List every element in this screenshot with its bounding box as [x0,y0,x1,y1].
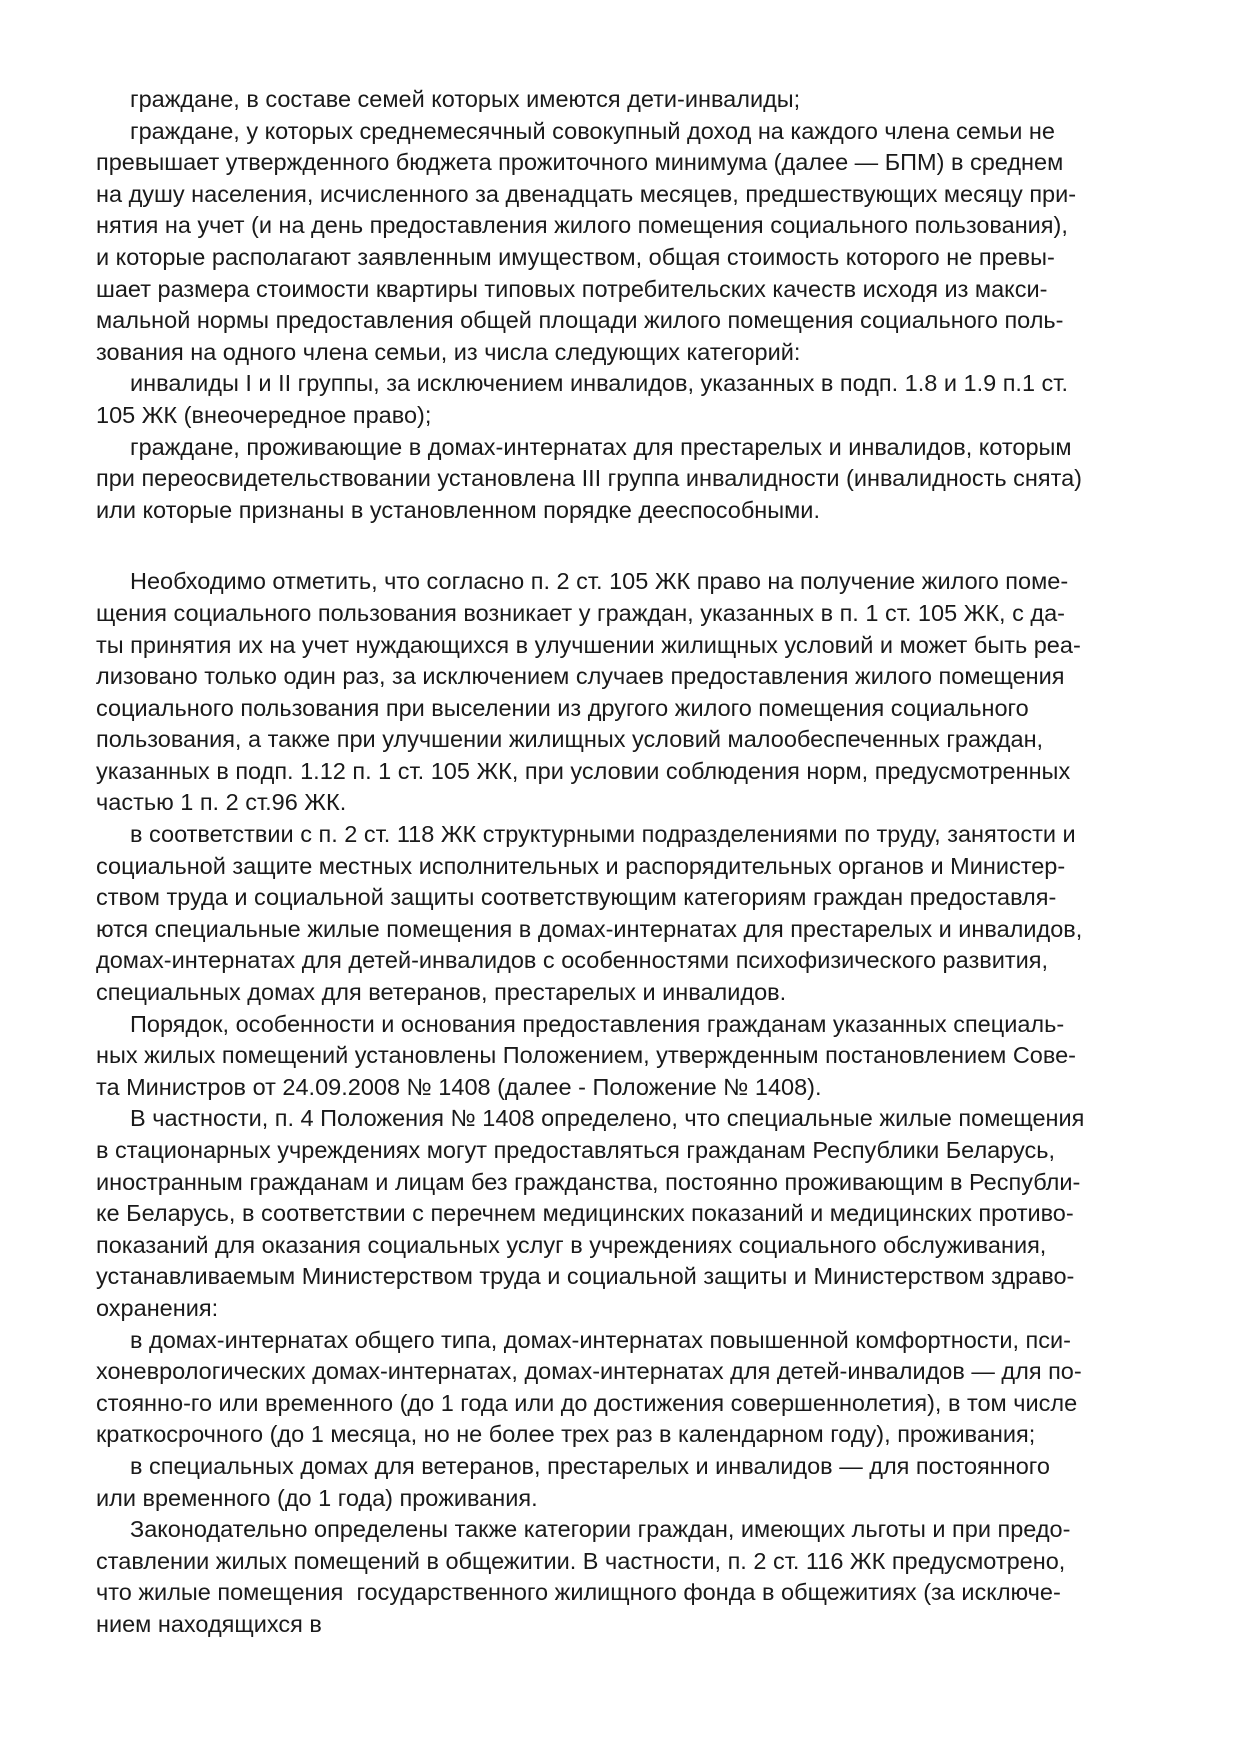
text-line: или временного (до 1 года) проживания. [96,1484,538,1511]
text-line: указанных в подп. 1.12 п. 1 ст. 105 ЖК, при условии соблюдения норм, предусмотренных [96,757,1071,784]
text-line: в специальных домах для ветеранов, престарелых и инвалидов — для постоянного [130,1452,1050,1479]
text-line: специальных домах для ветеранов, престарелых и инвалидов. [96,979,787,1006]
text-line: Необходимо отметить, что согласно п. 2 ст. 105 ЖК право на получение жилого поме- [130,568,1069,595]
text-line: инвалиды I и II группы, за исключением инвалидов, указанных в подп. 1.8 и 1.9 п.1 ст. [130,370,1068,397]
text-line: нием находящихся в [96,1610,322,1637]
text-line: социального пользования при выселении из другого жилого помещения социального [96,694,1029,721]
text-line: на душу населения, исчисленного за двенадцать месяцев, предшествующих месяцу при- [96,180,1077,207]
text-line: лизовано только один раз, за исключением случаев предоставления жилого помещения [96,663,1065,690]
text-line: граждане, проживающие в домах-интернатах для престарелых и инвалидов, которым [130,433,1072,460]
text-line: краткосрочного (до 1 месяца, но не более трех раз в календарном году), проживания; [96,1421,1036,1448]
text-line: превышает утвержденного бюджета прожиточного минимума (далее — БПМ) в среднем [96,149,1064,176]
text-line: зования на одного члена семьи, из числа следующих категорий: [96,338,801,365]
text-line: показаний для оказания социальных услуг в учреждениях социального обслуживания, [96,1231,1047,1258]
text-line: ке Беларусь, в соответствии с перечнем медицинских показаний и медицинских противо- [96,1200,1074,1227]
text-line: Порядок, особенности и основания предоставления гражданам указанных специаль- [130,1010,1065,1037]
text-line: граждане, у которых среднемесячный совокупный доход на каждого члена семьи не [130,117,1055,144]
text-line: нятия на учет (и на день предоставления жилого помещения социального пользования), [96,212,1068,239]
text-line: стоянно-го или временного (до 1 года или до достижения совершеннолетия), в том числе [96,1389,1078,1416]
text-line: частью 1 п. 2 ст.96 ЖК. [96,789,347,816]
text-line: та Министров от 24.09.2008 № 1408 (далее - Положение № 1408). [96,1073,822,1100]
text-line: щения социального пользования возникает у граждан, указанных в п. 1 ст. 105 ЖК, с да- [96,599,1065,626]
text-line: или которые признаны в установленном порядке дееспособными. [96,496,820,523]
text-line: шает размера стоимости квартиры типовых потребительских качеств исходя из макси- [96,275,1048,302]
text-line: Законодательно определены также категории граждан, имеющих льготы и при предо- [130,1516,1071,1543]
document-page [96,84,1156,1641]
text-line: В частности, п. 4 Положения № 1408 определено, что специальные жилые помещения [130,1105,1085,1132]
text-line: иностранным гражданам и лицам без гражданства, постоянно проживающим в Республи- [96,1168,1081,1195]
text-line: устанавливаемым Министерством труда и социальной защиты и Министерством здраво- [96,1263,1075,1290]
paragraph-gap [96,526,1156,566]
text-line: граждане, в составе семей которых имеются дети-инвалиды; [130,86,801,112]
text-line: социальной защите местных исполнительных и распорядительных органов и Министер- [96,852,1066,879]
text-line: пользования, а также при улучшении жилищных условий малообеспеченных граждан, [96,726,1044,753]
text-line: ных жилых помещений установлены Положением, утвержденным постановлением Сове- [96,1042,1076,1069]
text-line: 105 ЖК (внеочередное право); [96,401,432,428]
text-line: в домах-интернатах общего типа, домах-интернатах повышенной комфортности, пси- [130,1326,1071,1353]
text-line: охранения: [96,1294,219,1321]
text-line: при переосвидетельствовании установлена III группа инвалидности (инвалидность снята) [96,465,1082,492]
text-line: и которые располагают заявленным имуществом, общая стоимость которого не превы- [96,243,1055,270]
text-line: в соответствии с п. 2 ст. 118 ЖК структурными подразделениями по труду, занятости и [130,821,1076,848]
text-line: что жилые помещения государственного жилищного фонда в общежитиях (за исключе- [96,1579,1061,1606]
text-block-2 [96,566,1156,1640]
text-line: хоневрологических домах-интернатах, домах-интернатах для детей-инвалидов — для по- [96,1358,1082,1385]
text-line: ством труда и социальной защиты соответствующим категориям граждан предоставля- [96,884,1057,911]
text-line: в стационарных учреждениях могут предоставляться гражданам Республики Беларусь, [96,1137,1056,1163]
text-line: мальной нормы предоставления общей площади жилого помещения социального поль- [96,307,1064,334]
text-line: домах-интернатах для детей-инвалидов с особенностями психофизического развития, [96,947,1048,974]
text-line: ты принятия их на учет нуждающихся в улучшении жилищных условий и может быть реа- [96,631,1081,658]
text-line: ются специальные жилые помещения в домах-интернатах для престарелых и инвалидов, [96,915,1083,942]
text-block-1 [96,84,1156,526]
text-line: ставлении жилых помещений в общежитии. В частности, п. 2 ст. 116 ЖК предусмотрено, [96,1547,1066,1574]
